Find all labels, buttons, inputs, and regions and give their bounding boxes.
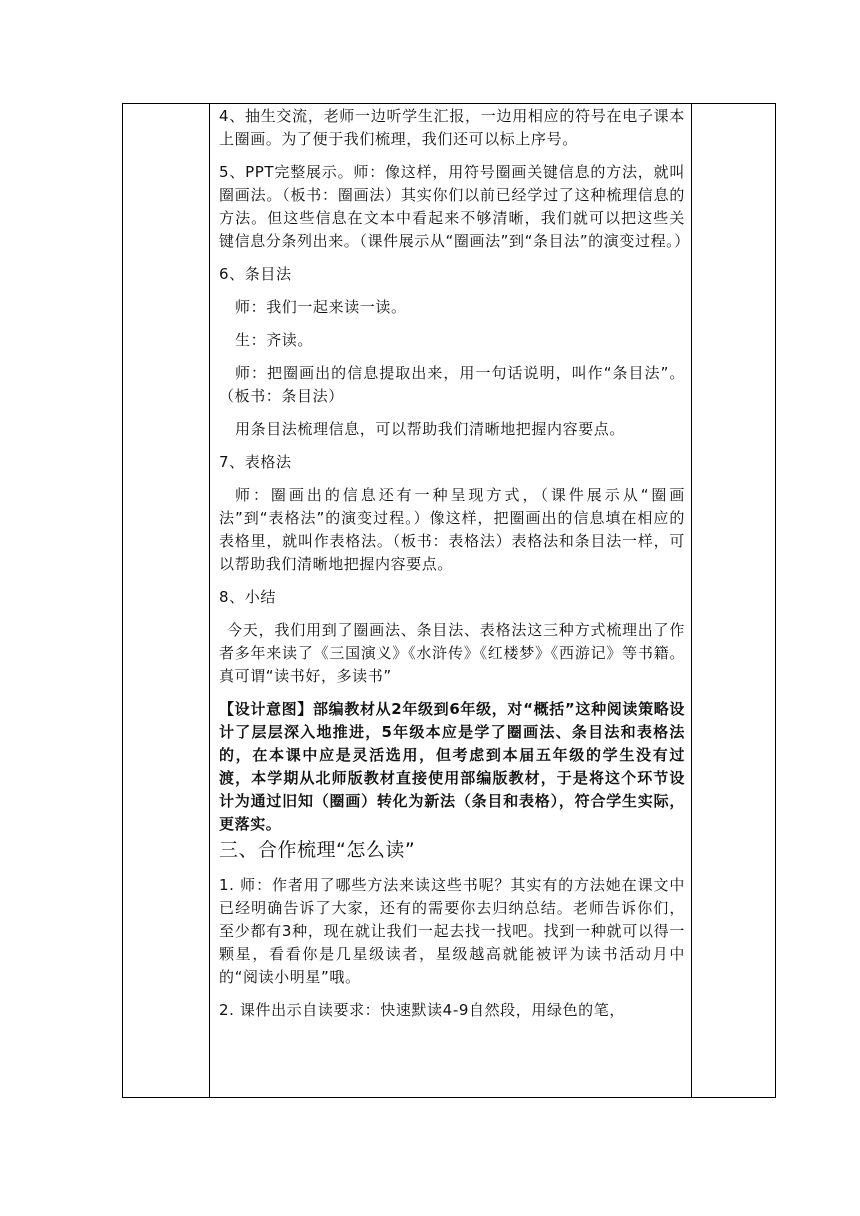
step-6-line-3: 师：把圈画出的信息提取出来，用一句话说明，叫作“条目法”。（板书：条目法） [219, 364, 685, 405]
step-8-paragraph: 今天，我们用到了圈画法、条目法、表格法这三种方式梳理出了作者多年来读了《三国演义》《水浒传》《红楼梦》《西游记》等书籍。真可谓“读书好，多读书” [219, 621, 685, 685]
lesson-content-cell [219, 104, 690, 1022]
step-6-line-4: 用条目法梳理信息，可以帮助我们清晰地把握内容要点。 [235, 420, 626, 438]
step-8-title: 8、小结 [219, 588, 276, 606]
section-3-item-2: 2. 课件出示自读要求：快速默读4-9自然段，用绿色的笔， [219, 1001, 625, 1019]
design-intent-paragraph: 【设计意图】部编教材从2年级到6年级，对“概括”这种阅读策略设计了层层深入地推进，5年级本应是学了圈画法、条目法和表格法的，在本课中应是灵活选用，但考虑到本届五年级的学生没有过渡，本学期从北师版教材直接使用部编版教材，于是将这个环节设计为通过旧知（圈画）转化为新法（条目和表格），符合学生实际，更落实。 [219, 700, 685, 833]
step-6-line-2: 生：齐读。 [235, 331, 314, 349]
column-divider-left [209, 103, 210, 1098]
section-3-item-1: 1. 师：作者用了哪些方法来读这些书呢？其实有的方法她在课文中已经明确告诉了大家，还有的需要你去归纳总结。老师告诉你们，至少都有3种，现在就让我们一起去找一找吧。找到一种就可以得一颗星，看看你是几星级读者，星级越高就能被评为读书活动月中的“阅读小明星”哦。 [219, 876, 685, 986]
step-5-paragraph: 5、PPT完整展示。师：像这样，用符号圈画关键信息的方法，就叫圈画法。（板书：圈画法）其实你们以前已经学过了这种梳理信息的方法。但这些信息在文本中看起来不够清晰，我们就可以把这些关键信息分条列出来。（课件展示从“圈画法”到“条目法”的演变过程。） [219, 163, 690, 250]
step-4-paragraph: 4、抽生交流，老师一边听学生汇报，一边用相应的符号在电子课本上圈画。为了便于我们梳理，我们还可以标上序号。 [219, 107, 685, 148]
step-7-title: 7、表格法 [219, 453, 292, 471]
column-divider-right [691, 103, 692, 1098]
step-6-line-1: 师：我们一起来读一读。 [235, 298, 407, 316]
section-3-heading: 三、合作梳理“怎么读” [219, 839, 416, 861]
step-6-title: 6、条目法 [219, 265, 292, 283]
step-7-paragraph: 师：圈画出的信息还有一种呈现方式，（课件展示从“圈画法”到“表格法”的演变过程。）像这样，把圈画出的信息填在相应的表格里，就叫作表格法。（板书：表格法）表格法和条目法一样，可以帮助我们清晰地把握内容要点。 [219, 486, 685, 573]
